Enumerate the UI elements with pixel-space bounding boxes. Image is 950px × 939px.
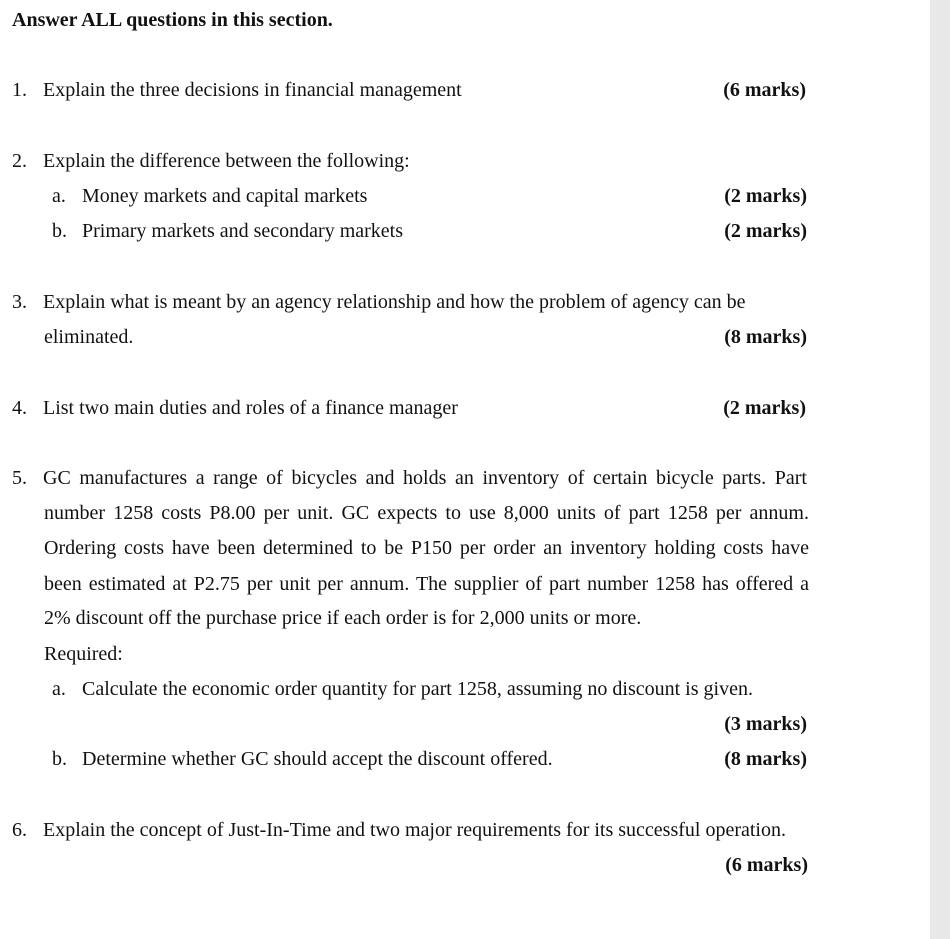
sub-question-label: b. [52, 220, 67, 242]
question-number: 4. [12, 397, 27, 419]
question-text-line: 2% discount off the purchase price if each order is for 2,000 units or more. [44, 607, 642, 629]
marks-label: (8 marks) [724, 748, 807, 770]
question-text: List two main duties and roles of a finance manager [43, 397, 458, 419]
required-label: Required: [44, 643, 123, 665]
question-text: Explain the concept of Just-In-Time and two major requirements for its successful operation. [43, 819, 786, 841]
marks-label: (2 marks) [724, 220, 807, 242]
page-edge [930, 0, 950, 939]
question-text: Explain the three decisions in financial management [43, 79, 462, 101]
sub-question-text: Calculate the economic order quantity for part 1258, assuming no discount is given. [82, 678, 753, 700]
section-instruction: Answer ALL questions in this section. [12, 9, 333, 31]
question-text-continued: eliminated. [44, 326, 134, 348]
question-text-line: been estimated at P2.75 per unit per annum. The supplier of part number 1258 has offered a [44, 573, 809, 595]
marks-label: (3 marks) [724, 713, 807, 735]
marks-label: (2 marks) [723, 397, 806, 419]
sub-question-text: Primary markets and secondary markets [82, 220, 404, 242]
question-text: Explain the difference between the following: [43, 150, 410, 172]
sub-question-text: Determine whether GC should accept the discount offered. [82, 748, 553, 770]
marks-label: (6 marks) [723, 79, 806, 101]
question-text-line: GC manufactures a range of bicycles and holds an inventory of certain bicycle parts. Part [43, 467, 807, 489]
question-text-line: number 1258 costs P8.00 per unit. GC expects to use 8,000 units of part 1258 per annum. [44, 502, 809, 524]
sub-question-text: Money markets and capital markets [82, 185, 368, 207]
question-number: 2. [12, 150, 27, 172]
question-number: 1. [12, 79, 27, 101]
marks-label: (8 marks) [724, 326, 807, 348]
question-text: Explain what is meant by an agency relationship and how the problem of agency can be [43, 291, 746, 313]
sub-question-label: a. [52, 185, 66, 207]
marks-label: (2 marks) [724, 185, 807, 207]
question-text-line: Ordering costs have been determined to be P150 per order an inventory holding costs have [44, 537, 809, 559]
sub-question-label: a. [52, 678, 66, 700]
question-number: 3. [12, 291, 27, 313]
sub-question-label: b. [52, 748, 67, 770]
marks-label: (6 marks) [725, 854, 808, 876]
question-number: 5. [12, 467, 27, 489]
question-number: 6. [12, 819, 27, 841]
